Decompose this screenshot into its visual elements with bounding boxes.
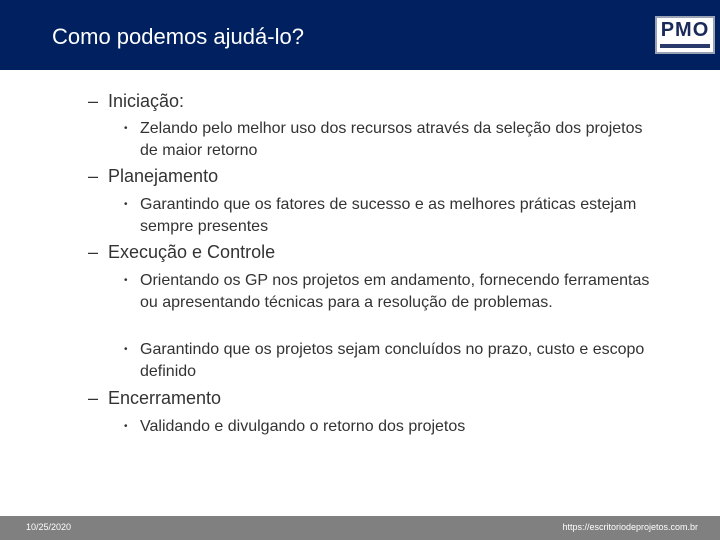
footer-date: 10/25/2020: [26, 522, 72, 532]
bullet-icon: •: [124, 123, 128, 134]
dash-icon: –: [88, 388, 99, 408]
list-item-text: Garantindo que os projetos sejam concluídos no prazo, custo e escopo definido: [140, 341, 645, 380]
dash-icon: –: [88, 242, 99, 262]
section-heading-label: Execução e Controle: [108, 242, 276, 262]
section-heading-planejamento: [88, 166, 218, 187]
list-item-text: Garantindo que os fatores de sucesso e as melhores práticas estejam sempre presentes: [140, 196, 637, 235]
list-item-text: Validando e divulgando o retorno dos projetos: [140, 418, 466, 435]
bullet-icon: •: [124, 344, 128, 355]
section-heading-encerramento: [88, 388, 221, 409]
logo-text: PMO: [660, 19, 710, 41]
section-heading-iniciacao: [88, 91, 184, 112]
bullet-icon: •: [124, 199, 128, 210]
dash-icon: –: [88, 91, 99, 111]
footer-url: https://escritoriodeprojetos.com.br: [562, 522, 698, 532]
section-heading-label: Iniciação:: [108, 91, 185, 111]
section-heading-label: Encerramento: [108, 388, 222, 408]
section-heading-label: Planejamento: [108, 166, 219, 186]
section-heading-execucao: [88, 242, 275, 263]
bullet-icon: •: [124, 275, 128, 286]
dash-icon: –: [88, 166, 99, 186]
slide-footer: [0, 516, 720, 540]
list-item-text: Zelando pelo melhor uso dos recursos através da seleção dos projetos de maior retorno: [140, 120, 643, 159]
bullet-icon: •: [124, 421, 128, 432]
list-item-text: Orientando os GP nos projetos em andamento, fornecendo ferramentas ou apresentando técnicas para a resolução de problemas.: [140, 272, 650, 311]
slide-title: Como podemos ajudá-lo?: [52, 24, 304, 49]
